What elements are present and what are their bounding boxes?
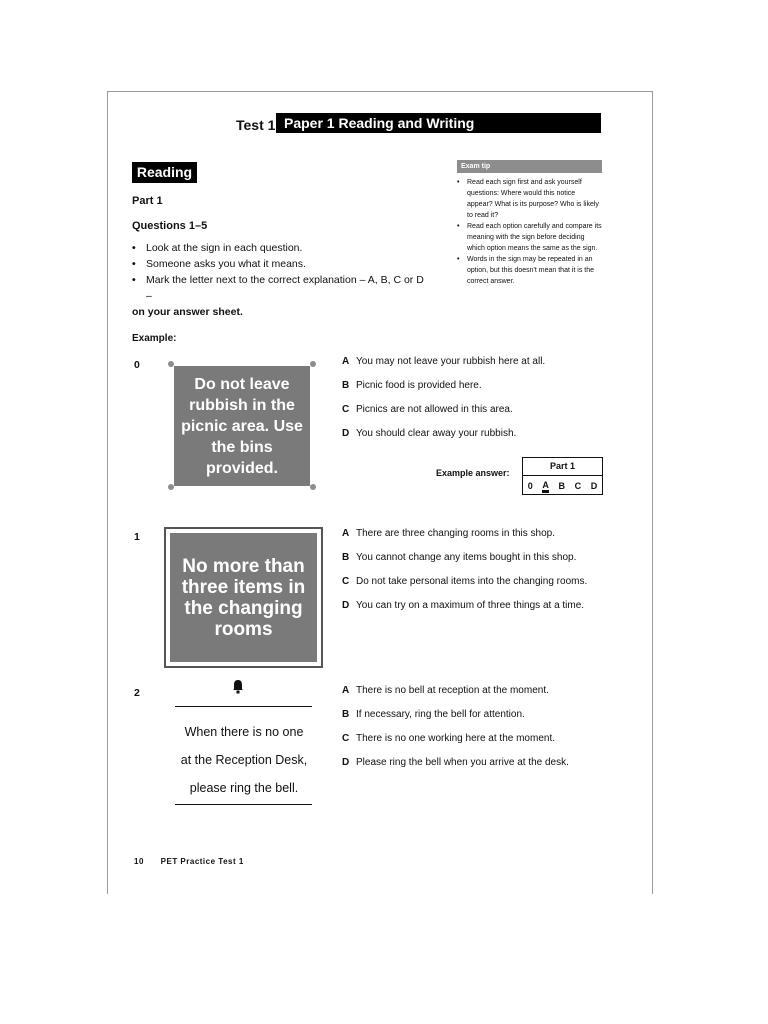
instruction-item: • Look at the sign in each question. bbox=[132, 242, 303, 254]
pin-icon bbox=[310, 361, 316, 367]
option-d: D You should clear away your rubbish. bbox=[342, 428, 517, 439]
answer-letter: D bbox=[590, 481, 598, 491]
answer-box-number: 0 bbox=[527, 481, 533, 491]
question-number: 0 bbox=[134, 359, 140, 371]
page-border-right bbox=[652, 91, 653, 894]
option-b: B You cannot change any items bought in this shop. bbox=[342, 552, 577, 563]
question1-sign: No more than three items in the changing rooms bbox=[166, 529, 321, 666]
bullet-icon: • bbox=[132, 258, 136, 270]
exam-tip-title: Exam tip bbox=[457, 160, 602, 173]
page-footer bbox=[134, 857, 244, 866]
option-a: A There are three changing rooms in this shop. bbox=[342, 528, 555, 539]
divider bbox=[175, 706, 312, 707]
option-b: B If necessary, ring the bell for attention. bbox=[342, 709, 525, 720]
bullet-icon: • bbox=[457, 179, 460, 186]
option-a: A There is no bell at reception at the moment. bbox=[342, 685, 549, 696]
instruction-item: • Mark the letter next to the correct explanation – A, B, C or D – bbox=[132, 274, 424, 302]
part-label: Part 1 bbox=[132, 195, 163, 207]
answer-box-letters bbox=[523, 476, 602, 496]
option-c: C Picnics are not allowed in this area. bbox=[342, 404, 513, 415]
bullet-icon: • bbox=[132, 242, 136, 254]
reception-sign-line: When there is no one bbox=[184, 725, 304, 739]
bullet-icon: • bbox=[132, 274, 136, 286]
option-b: B Picnic food is provided here. bbox=[342, 380, 482, 391]
reception-sign bbox=[172, 718, 316, 802]
divider bbox=[175, 804, 312, 805]
bullet-icon: • bbox=[457, 223, 460, 230]
question2-options bbox=[342, 679, 569, 775]
questions-label: Questions 1–5 bbox=[132, 220, 208, 232]
exam-tip-item: • Words in the sign may be repeated in an option, but this doesn't mean that it is the correct answer. bbox=[457, 256, 595, 285]
option-d: D Please ring the bell when you arrive at the desk. bbox=[342, 757, 569, 768]
pin-icon bbox=[310, 484, 316, 490]
section-badge: Reading bbox=[132, 162, 197, 183]
answer-box bbox=[522, 457, 603, 495]
reception-sign-line: at the Reception Desk, bbox=[180, 753, 308, 767]
option-c: C Do not take personal items into the changing rooms. bbox=[342, 576, 588, 587]
exam-tip-box bbox=[457, 160, 602, 287]
page-border-top bbox=[107, 91, 653, 92]
example-options bbox=[342, 350, 545, 446]
instruction-continuation: on your answer sheet. bbox=[132, 306, 243, 318]
option-d: D You can try on a maximum of three things at a time. bbox=[342, 600, 585, 611]
bullet-icon: • bbox=[457, 256, 460, 263]
option-c: C There is no one working here at the moment. bbox=[342, 733, 555, 744]
page-border-left bbox=[107, 91, 108, 894]
answer-letter: B bbox=[558, 481, 565, 491]
answer-letter-selected: A bbox=[542, 480, 549, 493]
bell-icon bbox=[233, 680, 243, 694]
instructions bbox=[132, 240, 432, 320]
reception-sign-line: please ring the bell. bbox=[189, 781, 299, 795]
question-number: 2 bbox=[134, 687, 140, 699]
question1-options bbox=[342, 522, 587, 618]
answer-box-title: Part 1 bbox=[523, 458, 602, 476]
header-test-label: Test 1 bbox=[236, 117, 276, 133]
option-a: A You may not leave your rubbish here at all. bbox=[342, 356, 546, 367]
footer-title: PET Practice Test 1 bbox=[160, 857, 244, 866]
question-number: 1 bbox=[134, 531, 140, 543]
example-sign: Do not leave rubbish in the picnic area. Use the bins provided. bbox=[174, 366, 310, 486]
example-answer-label: Example answer: bbox=[436, 468, 510, 478]
answer-letter: C bbox=[574, 481, 582, 491]
example-label: Example: bbox=[132, 333, 177, 344]
exam-tip-item: • Read each option carefully and compare its meaning with the sign before deciding which option means the same as the sign. bbox=[457, 223, 602, 252]
header-paper-title: Paper 1 Reading and Writing bbox=[276, 113, 601, 133]
instruction-item: • Someone asks you what it means. bbox=[132, 258, 306, 270]
page-number: 10 bbox=[134, 857, 144, 866]
exam-tip-item: • Read each sign first and ask yourself questions: Where would this notice appear? What is its purpose? Who is likely to read it? bbox=[457, 179, 599, 219]
